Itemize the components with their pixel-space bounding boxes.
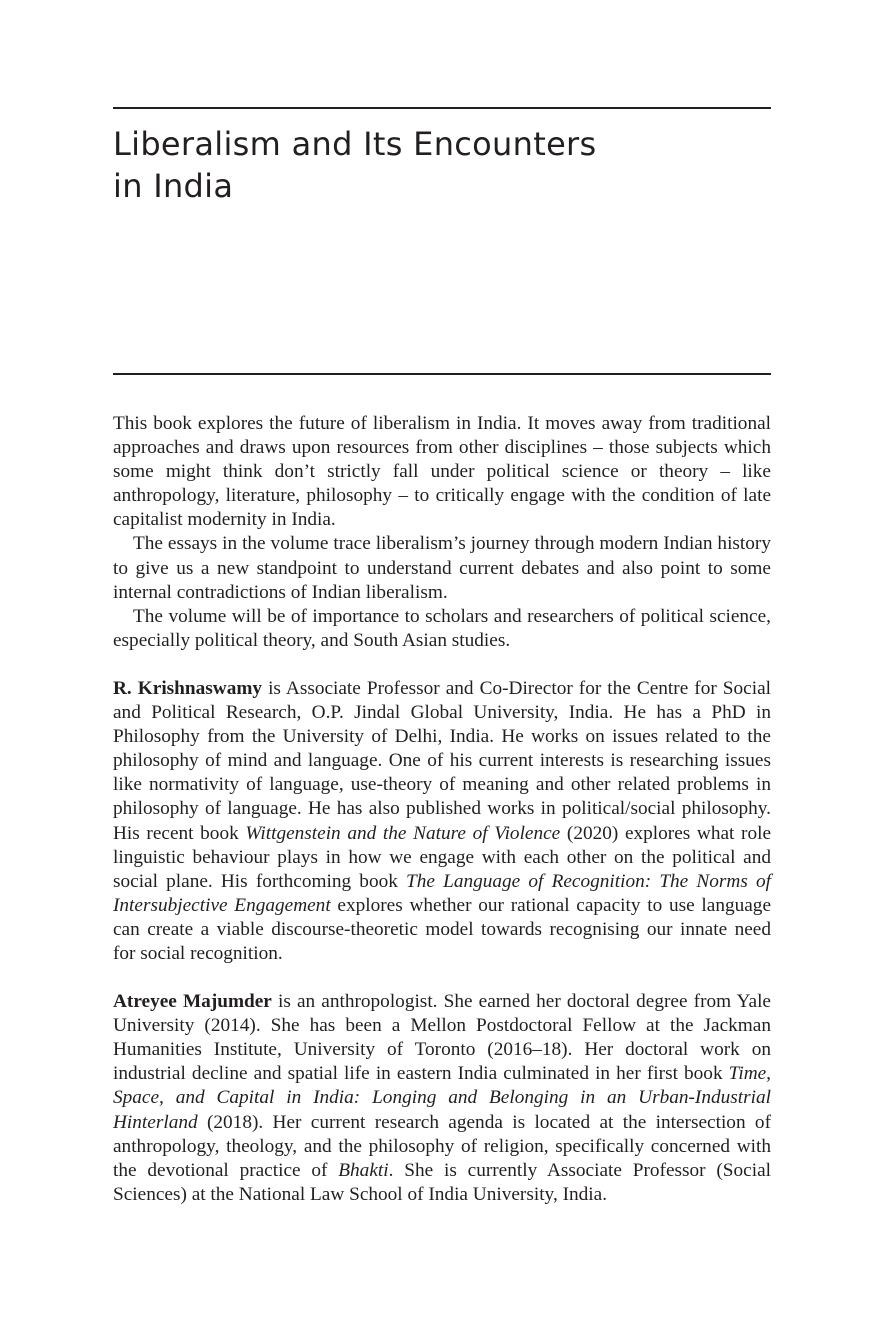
blurb-paragraph-3: The volume will be of importance to scholars and researchers of political science, especially political theory, and South Asian studies. <box>113 605 771 651</box>
editor-name: Atreyee Majumder <box>113 991 272 1013</box>
bio-text: . She is currently Associate Professor (Social Sciences) at the National Law School of India University, India. <box>113 1159 772 1205</box>
book-title-reference: The Language of Recognition: The Norms of Intersubjective Engagement <box>113 870 771 916</box>
bio-text: is Associate Professor and Co-Director for the Centre for Social and Political Research, O.P. Jindal Global University, India. He has a PhD in Philosophy from the University of Delhi, India. He works on issues related to the philosophy of mind and language. One of his current interests is researching issues like normativity of language, use-theory of meaning and other related problems in philosophy of language. He has also published works in political/social philosophy. His recent book <box>113 677 771 844</box>
back-cover-text <box>113 412 771 1207</box>
bio-text: (2020) explores what role linguistic behaviour plays in how we engage with each other on the political and social plane. His forthcoming book <box>113 822 771 892</box>
editor-bio-krishnaswamy <box>113 677 771 966</box>
italic-term: Bhakti <box>338 1159 389 1181</box>
bottom-rule <box>113 373 771 375</box>
book-title <box>113 123 753 207</box>
top-rule <box>113 107 771 109</box>
bio-text: (2018). Her current research agenda is located at the intersection of anthropology, theology, and the philosophy of religion, specifically concerned with the devotional practice of <box>113 1111 771 1181</box>
editor-bio-majumder <box>113 990 771 1207</box>
blurb-paragraph-2: The essays in the volume trace liberalism’s journey through modern Indian history to give us a new standpoint to understand current debates and also point to some internal contradictions of Indian liberalism. <box>113 533 771 603</box>
bio-text: explores whether our rational capacity to use language can create a viable discourse-theoretic model towards recognising our innate need for social recognition. <box>113 894 771 964</box>
editor-name: R. Krishnaswamy <box>113 677 263 699</box>
book-title-line-1: Liberalism and Its Encounters <box>113 125 597 163</box>
blurb-paragraph-1: This book explores the future of liberalism in India. It moves away from traditional approaches and draws upon resources from other disciplines – those subjects which some might think don’t strictly fall under political science or theory – like anthropology, literature, philosophy – to critically engage with the condition of late capitalist modernity in India. <box>113 413 771 531</box>
book-title-line-2: in India <box>113 167 234 205</box>
book-title-reference: Wittgenstein and the Nature of Violence <box>245 822 561 844</box>
bio-text: is an anthropologist. She earned her doctoral degree from Yale University (2014). She has been a Mellon Postdoctoral Fellow at the Jackman Humanities Institute, University of Toronto (2016–18). Her doctoral work on industrial decline and spatial life in eastern India culminated in her first book <box>113 991 771 1085</box>
book-title-reference: Time, Space, and Capital in India: Longing and Belonging in an Urban-Industrial Hinterland <box>113 1063 771 1133</box>
